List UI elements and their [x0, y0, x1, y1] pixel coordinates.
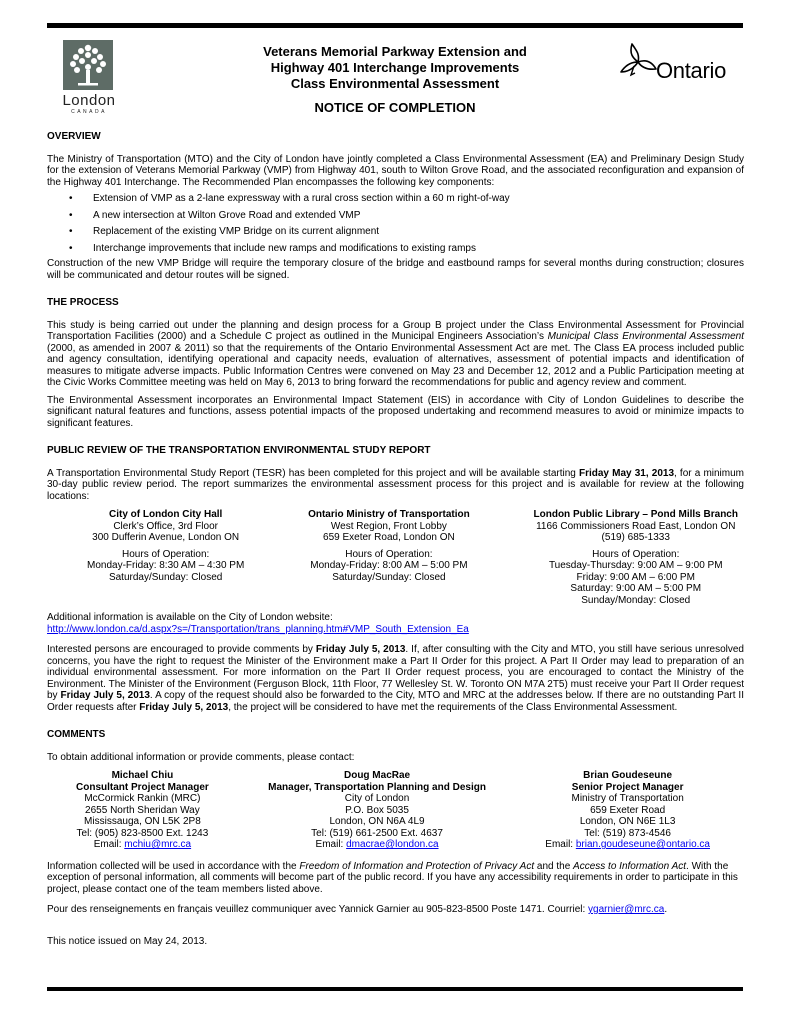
french-contact-paragraph: Pour des renseignements en français veuillez communiquer avec Yannick Garnier au 905-823-8500 Poste 1471. Courriel: ygarnier@mrc.ca.	[47, 904, 668, 915]
list-item: • A new intersection at Wilton Grove Road and extended VMP	[69, 209, 361, 221]
website-label: Additional information is available on the City of London website:	[47, 612, 333, 623]
overview-closing: Construction of the new VMP Bridge will require the temporary closure of the bridge and eastbound ramps for several months during construction; closures will be communicated and detour routes will be signed.	[47, 258, 744, 281]
document-title	[195, 44, 595, 92]
bottom-rule	[47, 987, 743, 991]
city-of-london-logo	[58, 38, 120, 118]
ontario-logo	[618, 42, 743, 84]
comments-intro: To obtain additional information or provide comments, please contact:	[47, 751, 355, 763]
notice-heading: NOTICE OF COMPLETION	[314, 100, 476, 115]
privacy-paragraph: Information collected will be used in accordance with the Freedom of Information and Protection of Privacy Act and the Access to Information Act. With the exception of personal information, all comments will become part of the public record. If you have any accessibility requirements in order to participate in this project, please contact one of the team members listed above.	[47, 860, 738, 895]
bullet-icon: •	[69, 209, 73, 221]
title-line-2: Highway 401 Interchange Improvements	[270, 60, 520, 75]
tree-icon	[63, 40, 113, 90]
title-line-1: Veterans Memorial Parkway Extension and	[263, 44, 527, 59]
component-list	[47, 193, 744, 254]
bullet-icon: •	[69, 242, 73, 254]
review-paragraph-1: A Transportation Environmental Study Report (TESR) has been completed for this project and will be available starting Friday May 31, 2013, for a minimum 30-day public review period. The report summarizes the environmental assessment process for this project and is available for review at the following locations:	[47, 467, 745, 502]
trillium-icon	[618, 42, 658, 87]
notice-body	[47, 131, 744, 947]
location-library: London Public Library – Pond Mills Branch 1166 Commissioners Road East, London ON (519) 685-1333 Hours of Operation: Tuesday-Thursday: 9:00 AM – 9:00 PM Friday: 9:00 AM – 6:00 PM Saturday: 9:00 AM – 5:00 PM Sunday/Monday: Closed	[533, 509, 738, 606]
review-locations	[47, 509, 744, 606]
london-logo-canada: CANADA	[71, 109, 107, 115]
process-heading: THE PROCESS	[47, 297, 119, 308]
process-paragraph-1: This study is being carried out under the planning and design process for a Group B project under the Class Environmental Assessment for Provincial Transportation Facilities (2000) and a Schedule C project as outlined in the Municipal Engineers Association’s Municipal Class Environmental Assessment (2000, as amended in 2007 & 2011) so that the requirements of the Ontario Environmental Assessment Act are met. The Class EA process included public and agency consultation, identifying operational and capacity needs, evaluation of alternatives, assessment of potential impacts and identification of measures to mitigate adverse impacts. Public Information Centres were convened on May 23 and December 12, 2012 and a Public Participation meeting at the Civic Works Committee meeting was held on May 6, 2013 to bring forward the recommendations for public and agency review and comment.	[47, 319, 744, 388]
process-paragraph-2: The Environmental Assessment incorporates an Environmental Impact Statement (EIS) in accordance with City of London Guidelines to describe the significant natural features and functions, assess potential impacts of the proposed undertaking and recommend measures to avoid or minimize impacts to significant features.	[47, 394, 744, 429]
city-website-link[interactable]: http://www.london.ca/d.aspx?s=/Transportation/trans_planning.htm#VMP_South_Extension_Ea	[47, 623, 469, 635]
overview-heading: OVERVIEW	[47, 131, 101, 142]
email-link[interactable]: dmacrae@london.ca	[346, 839, 439, 850]
email-link[interactable]: mchiu@mrc.ca	[124, 839, 192, 850]
list-item: • Replacement of the existing VMP Bridge on its current alignment	[69, 226, 380, 237]
bullet-icon: •	[69, 226, 73, 237]
ontario-wordmark: Ontario	[656, 58, 727, 83]
contact-michael-chiu: Michael Chiu Consultant Project Manager McCormick Rankin (MRC) 2655 North Sheridan Way Mississauga, ON L5K 2P8 Tel: (905) 823-8500 Ext. 1243 Email: mchiu@mrc.ca	[76, 770, 209, 850]
contact-brian-goudeseune: Brian Goudeseune Senior Project Manager Ministry of Transportation 659 Exeter Road London, ON N6E 1L3 Tel: (519) 873-4546 Email: brian.goudeseune@ontario.ca	[545, 770, 710, 850]
location-mto: Ontario Ministry of Transportation West Region, Front Lobby 659 Exeter Road, London ON Hours of Operation: Monday-Friday: 8:00 AM – 5:00 PM Saturday/Sunday: Closed	[308, 509, 470, 583]
email-link[interactable]: brian.goudeseune@ontario.ca	[575, 839, 710, 850]
review-paragraph-2: Interested persons are encouraged to provide comments by Friday July 5, 2013. If, after consulting with the City and MTO, you still have serious unresolved concerns, you have the right to request the Minister of the Environment make a Part II Order for this project. A Part II Order may lead to preparation of an individual environmental assessment. For more information on the Part II Order request process, you are encouraged to contact the Ministry of the Environment. The Minister of the Environment (Ferguson Block, 11th Floor, 77 Wellesley St. W. Toronto ON M7A 2T5) must receive your Part II Order request by Friday July 5, 2013. A copy of the request should also be forwarded to the City, MTO and MRC at the addresses below. If there are no outstanding Part II Order requests after Friday July 5, 2013, the project will be considered to have met the requirements of the Class Environmental Assessment.	[47, 644, 744, 713]
bullet-icon: •	[69, 193, 73, 204]
location-city-hall: City of London City Hall Clerk’s Office, 3rd Floor 300 Dufferin Avenue, London ON Hours of Operation: Monday-Friday: 8:30 AM – 4:30 PM Saturday/Sunday: Closed	[87, 509, 245, 583]
overview-intro: The Ministry of Transportation (MTO) and the City of London have jointly completed a Class Environmental Assessment (EA) and Preliminary Design Study for the extension of Veterans Memorial Parkway (VMP) from Highway 401, south to Wilton Grove Road, and the associated reconfiguration and expansion of the Highway 401 Interchange. The Recommended Plan encompasses the following key components:	[47, 153, 744, 188]
list-item: • Extension of VMP as a 2-lane expressway with a rural cross section within a 60 m right-of-way	[69, 193, 510, 204]
issue-date: This notice issued on May 24, 2013.	[47, 935, 208, 947]
review-heading: PUBLIC REVIEW OF THE TRANSPORTATION ENVIRONMENTAL STUDY REPORT	[47, 445, 431, 456]
list-item: • Interchange improvements that include new ramps and modifications to existing ramps	[69, 242, 476, 254]
french-email-link[interactable]: ygarnier@mrc.ca	[588, 904, 665, 915]
contact-list	[47, 770, 744, 851]
contact-doug-macrae: Doug MacRae Manager, Transportation Planning and Design City of London P.O. Box 5035 London, ON N6A 4L9 Tel: (519) 661-2500 Ext. 4637 Email: dmacrae@london.ca	[268, 770, 486, 850]
title-line-3: Class Environmental Assessment	[290, 76, 500, 91]
top-rule	[47, 23, 743, 28]
london-logo-wordmark: London	[62, 92, 116, 109]
comments-heading: COMMENTS	[47, 729, 106, 740]
